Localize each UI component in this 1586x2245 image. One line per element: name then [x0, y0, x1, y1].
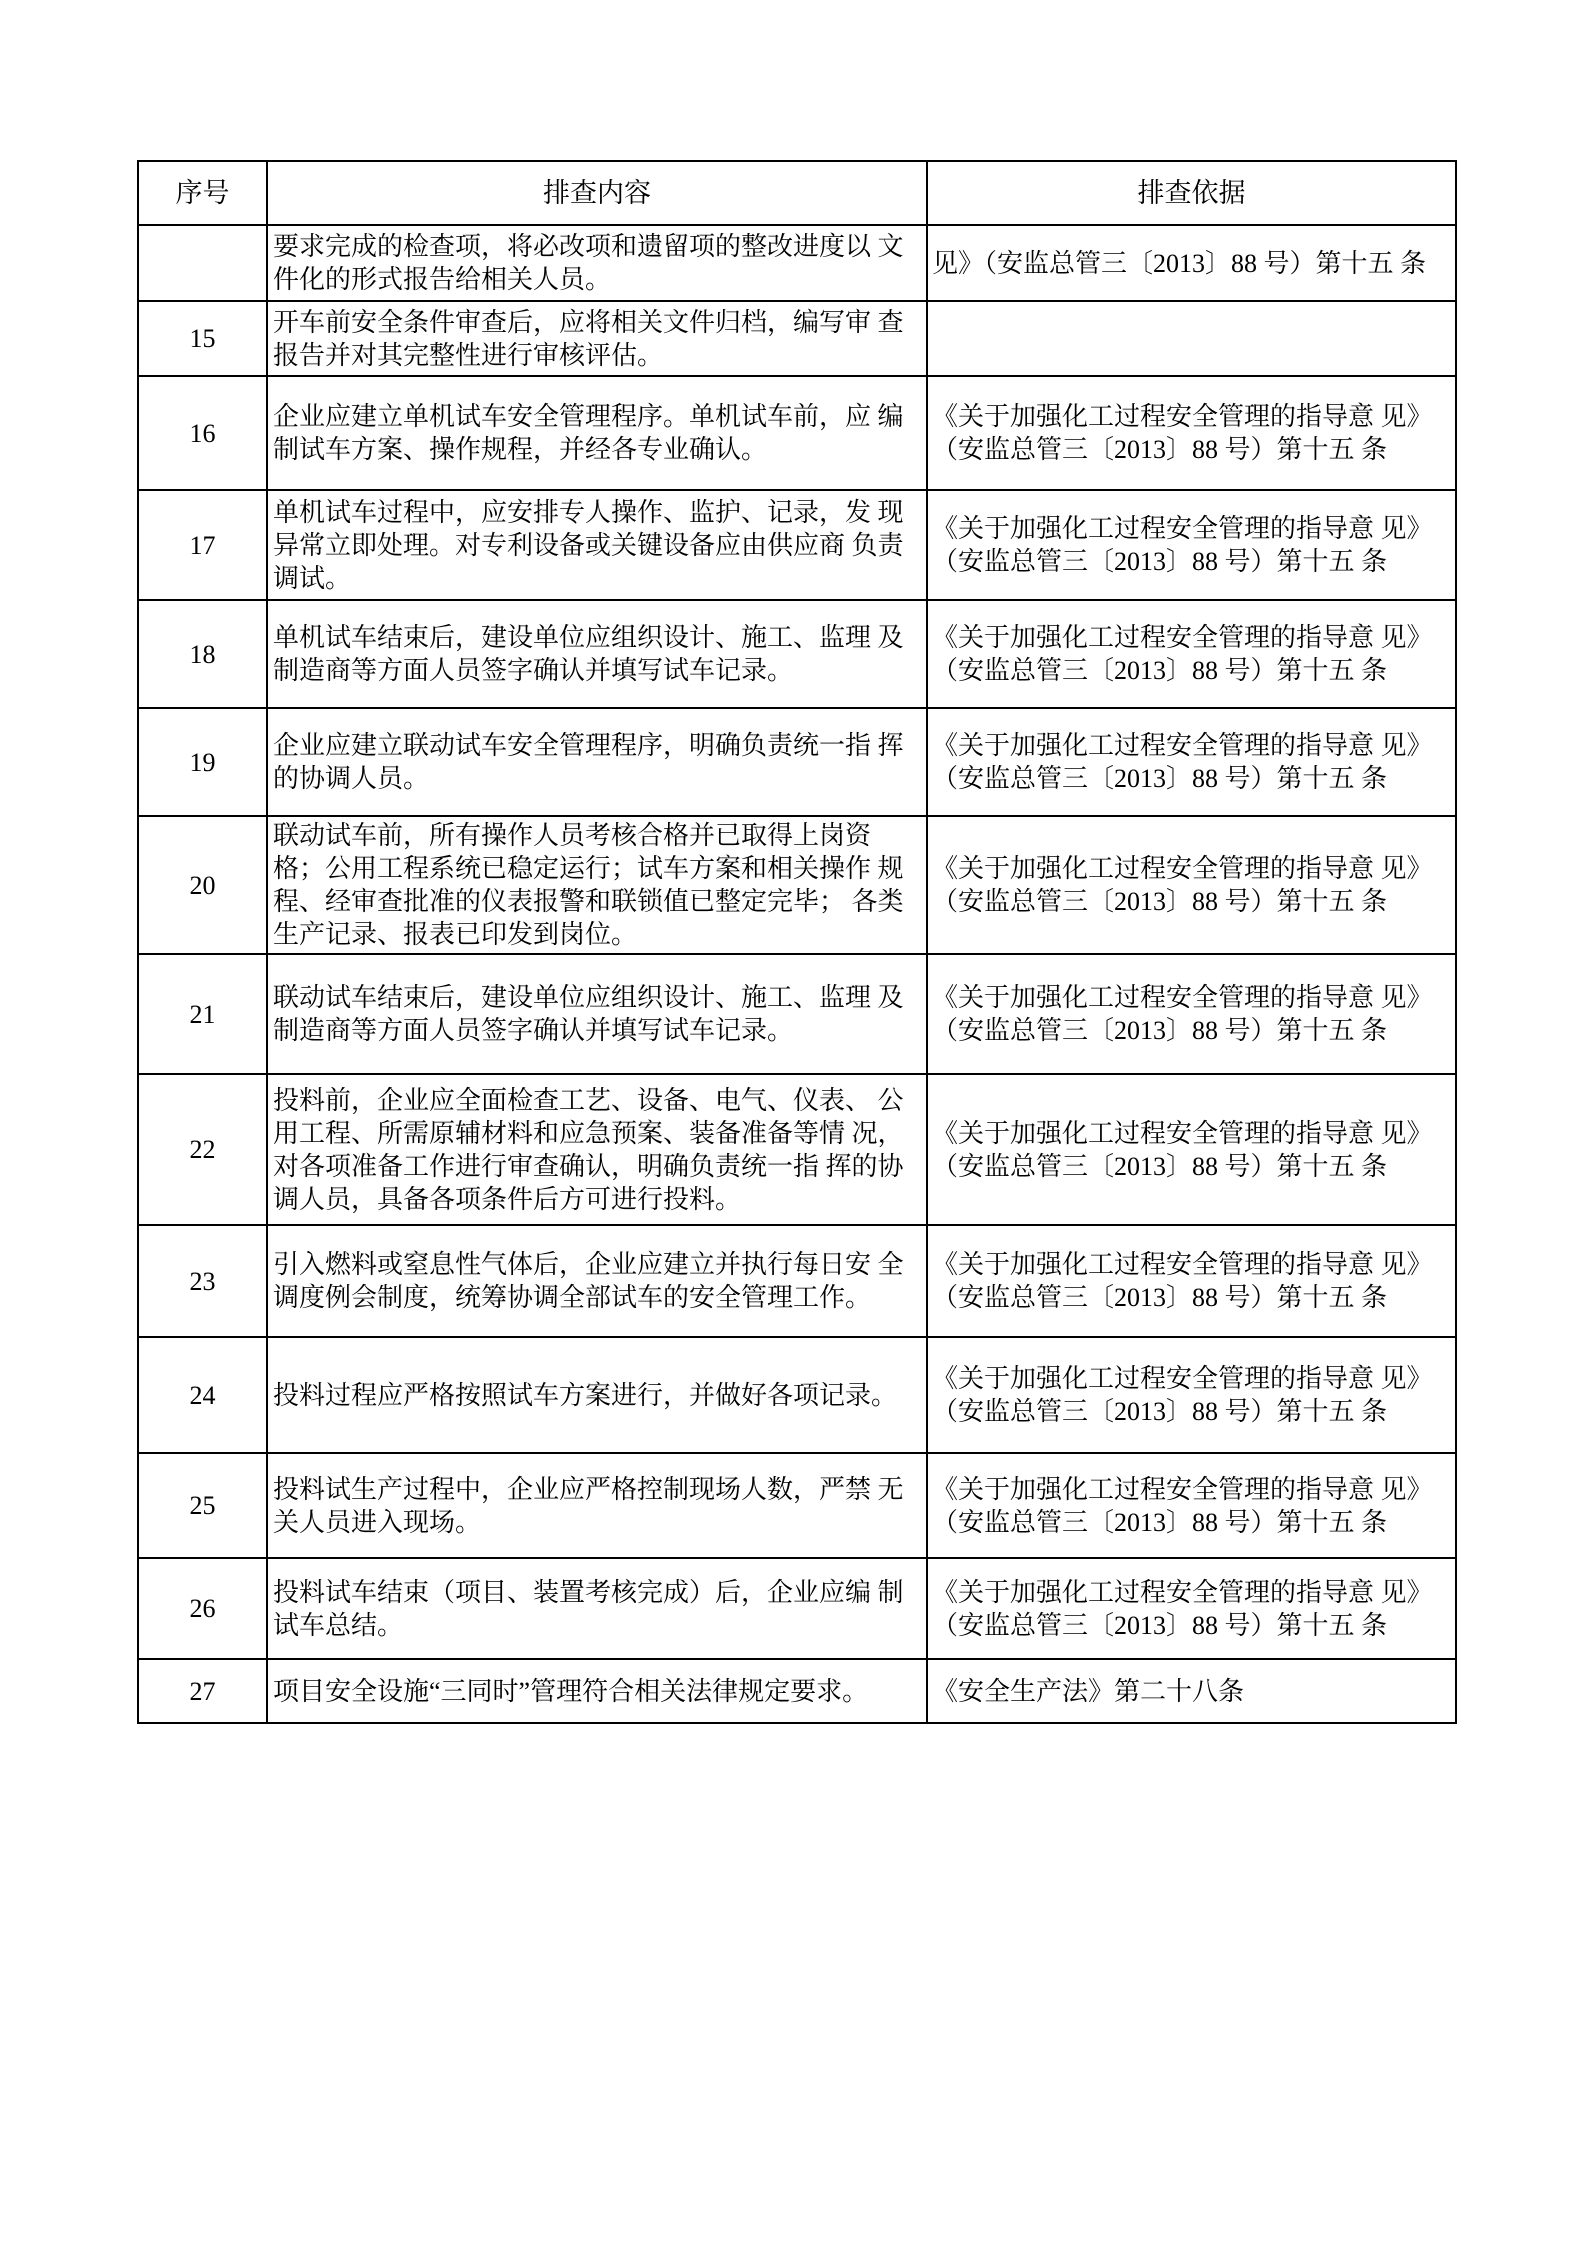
inspection-table — [137, 160, 1457, 1724]
table-row — [138, 1337, 1456, 1453]
row-number-cell: 19 — [138, 708, 267, 816]
row-number-cell: 26 — [138, 1558, 267, 1659]
table-row — [138, 1453, 1456, 1558]
content-cell: 开车前安全条件审查后，应将相关文件归档，编写审 查报告并对其完整性进行审核评估。 — [267, 301, 927, 376]
table-row — [138, 490, 1456, 600]
content-cell: 投料前，企业应全面检查工艺、设备、电气、仪表、 公用工程、所需原辅材料和应急预案、装备准备等情 况，对各项准备工作进行审查确认，明确负责统一指 挥的协调人员，具备各项条件后方可进行投料。 — [267, 1074, 927, 1225]
basis-cell: 《关于加强化工过程安全管理的指导意 见》（安监总管三〔2013〕88 号）第十五 条 — [927, 1074, 1456, 1225]
basis-cell: 《关于加强化工过程安全管理的指导意 见》（安监总管三〔2013〕88 号）第十五 条 — [927, 1453, 1456, 1558]
basis-cell: 《关于加强化工过程安全管理的指导意 见》（安监总管三〔2013〕88 号）第十五 条 — [927, 490, 1456, 600]
content-cell: 联动试车前，所有操作人员考核合格并已取得上岗资 格；公用工程系统已稳定运行；试车方案和相关操作 规程、经审查批准的仪表报警和联锁值已整定完毕； 各类生产记录、报表已印发到岗位。 — [267, 816, 927, 954]
content-cell: 单机试车过程中，应安排专人操作、监护、记录，发 现异常立即处理。对专利设备或关键设备应由供应商 负责调试。 — [267, 490, 927, 600]
row-number-cell: 20 — [138, 816, 267, 954]
row-number-cell: 21 — [138, 954, 267, 1074]
table-row — [138, 954, 1456, 1074]
row-number-cell: 18 — [138, 600, 267, 708]
basis-cell: 《关于加强化工过程安全管理的指导意 见》（安监总管三〔2013〕88 号）第十五 条 — [927, 816, 1456, 954]
content-cell: 投料试生产过程中，企业应严格控制现场人数，严禁 无关人员进入现场。 — [267, 1453, 927, 1558]
basis-cell: 《关于加强化工过程安全管理的指导意 见》（安监总管三〔2013〕88 号）第十五 条 — [927, 376, 1456, 490]
content-cell: 投料试车结束（项目、装置考核完成）后，企业应编 制试车总结。 — [267, 1558, 927, 1659]
row-number-cell: 22 — [138, 1074, 267, 1225]
table-row — [138, 1659, 1456, 1723]
table-row — [138, 376, 1456, 490]
basis-cell: 《关于加强化工过程安全管理的指导意 见》（安监总管三〔2013〕88 号）第十五 条 — [927, 600, 1456, 708]
row-number-cell: 24 — [138, 1337, 267, 1453]
basis-cell: 《关于加强化工过程安全管理的指导意 见》（安监总管三〔2013〕88 号）第十五 条 — [927, 954, 1456, 1074]
row-number-cell: 27 — [138, 1659, 267, 1723]
row-number-cell: 17 — [138, 490, 267, 600]
basis-cell: 《关于加强化工过程安全管理的指导意 见》（安监总管三〔2013〕88 号）第十五 条 — [927, 1558, 1456, 1659]
row-number-cell: 15 — [138, 301, 267, 376]
table-row — [138, 816, 1456, 954]
content-cell: 投料过程应严格按照试车方案进行，并做好各项记录。 — [267, 1337, 927, 1453]
header-content: 排查内容 — [267, 161, 927, 225]
table-row — [138, 600, 1456, 708]
content-cell: 要求完成的检查项，将必改项和遗留项的整改进度以 文件化的形式报告给相关人员。 — [267, 225, 927, 301]
table-row — [138, 708, 1456, 816]
content-cell: 单机试车结束后，建设单位应组织设计、施工、监理 及制造商等方面人员签字确认并填写试车记录。 — [267, 600, 927, 708]
content-cell: 项目安全设施“三同时”管理符合相关法律规定要求。 — [267, 1659, 927, 1723]
row-number-cell: 16 — [138, 376, 267, 490]
basis-cell: 《安全生产法》第二十八条 — [927, 1659, 1456, 1723]
content-cell: 企业应建立联动试车安全管理程序，明确负责统一指 挥的协调人员。 — [267, 708, 927, 816]
content-cell: 引入燃料或窒息性气体后，企业应建立并执行每日安 全调度例会制度，统筹协调全部试车的安全管理工作。 — [267, 1225, 927, 1337]
table-row — [138, 1225, 1456, 1337]
header-basis: 排查依据 — [927, 161, 1456, 225]
basis-cell: 《关于加强化工过程安全管理的指导意 见》（安监总管三〔2013〕88 号）第十五 条 — [927, 708, 1456, 816]
table-row — [138, 1558, 1456, 1659]
row-number-cell: 23 — [138, 1225, 267, 1337]
basis-cell: 《关于加强化工过程安全管理的指导意 见》（安监总管三〔2013〕88 号）第十五 条 — [927, 1337, 1456, 1453]
table-header-row — [138, 161, 1456, 225]
content-cell: 联动试车结束后，建设单位应组织设计、施工、监理 及制造商等方面人员签字确认并填写试车记录。 — [267, 954, 927, 1074]
content-cell: 企业应建立单机试车安全管理程序。单机试车前，应 编制试车方案、操作规程，并经各专业确认。 — [267, 376, 927, 490]
basis-cell — [927, 301, 1456, 376]
table-row — [138, 301, 1456, 376]
table-row — [138, 225, 1456, 301]
header-no: 序号 — [138, 161, 267, 225]
row-number-cell: 25 — [138, 1453, 267, 1558]
basis-cell: 《关于加强化工过程安全管理的指导意 见》（安监总管三〔2013〕88 号）第十五 条 — [927, 1225, 1456, 1337]
row-number-cell — [138, 225, 267, 301]
table-row — [138, 1074, 1456, 1225]
basis-cell: 见》（安监总管三〔2013〕88 号）第十五 条 — [927, 225, 1456, 301]
